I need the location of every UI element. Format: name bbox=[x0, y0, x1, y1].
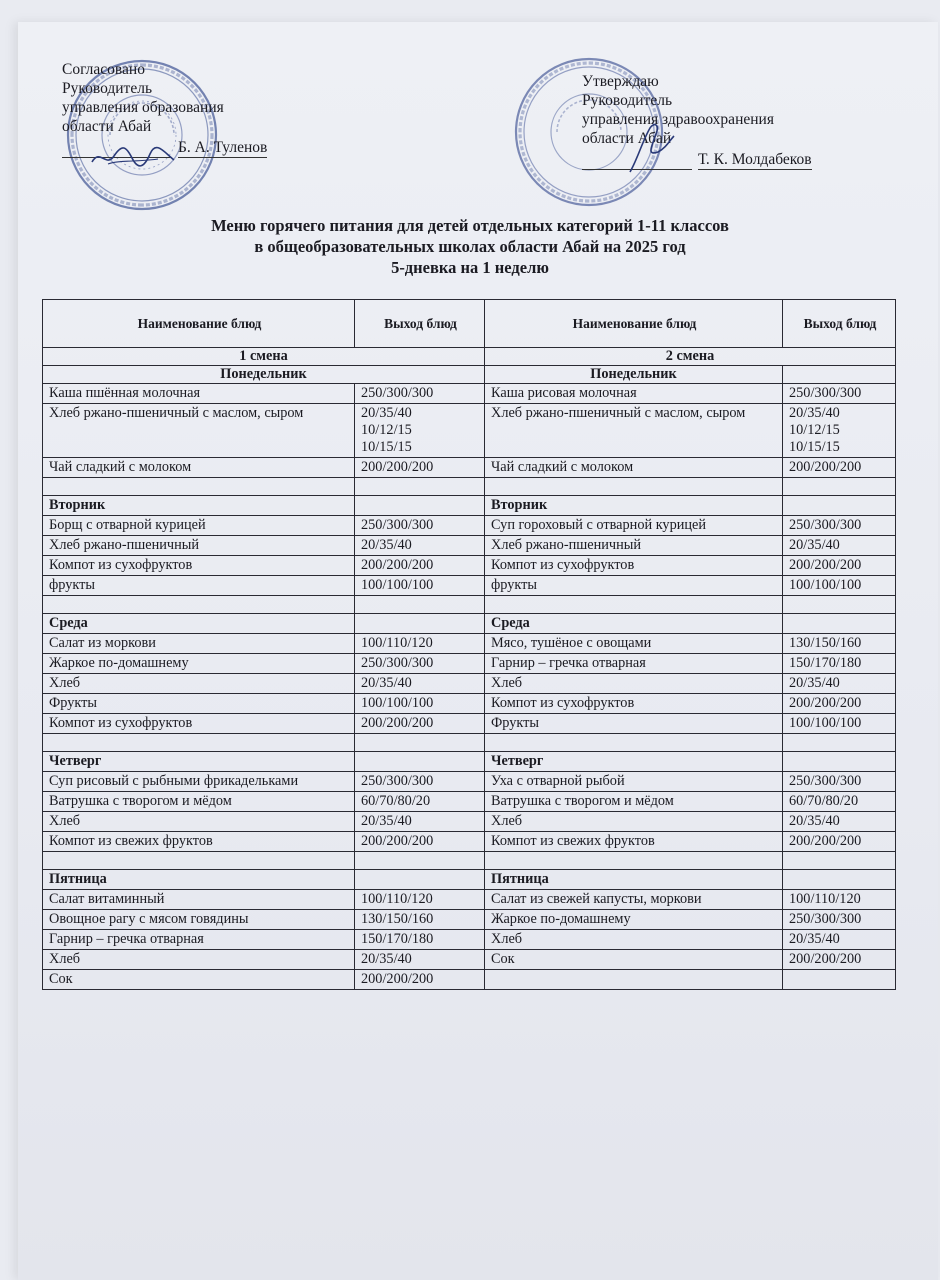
table-row bbox=[43, 556, 896, 576]
approval-right-line: Утверждаю bbox=[582, 73, 659, 90]
header-yield-1: Выход блюд bbox=[355, 300, 485, 348]
dish-name-shift-1: Ватрушка с творогом и мёдом bbox=[43, 792, 355, 812]
table-row bbox=[43, 458, 896, 478]
dish-yield-shift-2: 200/200/200 bbox=[783, 950, 896, 970]
empty-cell bbox=[485, 734, 783, 752]
dish-name-shift-1: Хлеб ржано-пшеничный bbox=[43, 536, 355, 556]
title-line-1: Меню горячего питания для детей отдельных категорий 1-11 классов bbox=[211, 216, 729, 235]
empty-cell bbox=[783, 614, 896, 634]
dish-name-shift-1: Хлеб ржано-пшеничный с маслом, сыром bbox=[43, 404, 355, 458]
table-row bbox=[43, 576, 896, 596]
dish-name-shift-2: Хлеб bbox=[485, 930, 783, 950]
dish-name-shift-1: Каша пшённая молочная bbox=[43, 384, 355, 404]
dish-name-shift-1: Хлеб bbox=[43, 674, 355, 694]
table-row bbox=[43, 772, 896, 792]
dish-name-shift-2: Суп гороховый с отварной курицей bbox=[485, 516, 783, 536]
empty-cell bbox=[355, 752, 485, 772]
title-line-2: в общеобразовательных школах области Абай на 2025 год bbox=[254, 237, 686, 256]
day-label-shift-1: Пятница bbox=[43, 870, 355, 890]
table-row bbox=[43, 654, 896, 674]
dish-name-shift-2: Компот из сухофруктов bbox=[485, 556, 783, 576]
shift-row bbox=[43, 348, 896, 366]
dish-name-shift-1: Хлеб bbox=[43, 812, 355, 832]
dish-name-shift-2: Хлеб ржано-пшеничный с маслом, сыром bbox=[485, 404, 783, 458]
dish-name-shift-1: фрукты bbox=[43, 576, 355, 596]
dish-name-shift-2: Каша рисовая молочная bbox=[485, 384, 783, 404]
empty-cell bbox=[783, 478, 896, 496]
dish-yield-shift-1: 20/35/40 bbox=[355, 812, 485, 832]
day-label-shift-2: Пятница bbox=[485, 870, 783, 890]
signature-left-icon bbox=[88, 142, 178, 172]
dish-yield-shift-2: 250/300/300 bbox=[783, 516, 896, 536]
approval-left-line: управления образования bbox=[62, 99, 224, 116]
dish-name-shift-1: Сок bbox=[43, 970, 355, 990]
empty-cell bbox=[783, 752, 896, 772]
table-row bbox=[43, 792, 896, 812]
approval-right-signer: Т. К. Молдабеков bbox=[698, 151, 812, 168]
dish-yield-shift-2: 150/170/180 bbox=[783, 654, 896, 674]
dish-name-shift-1: Борщ с отварной курицей bbox=[43, 516, 355, 536]
approval-right-line: Руководитель bbox=[582, 92, 673, 109]
spacer-row bbox=[43, 596, 896, 614]
dish-name-shift-2: Хлеб bbox=[485, 674, 783, 694]
spacer-row bbox=[43, 734, 896, 752]
dish-yield-shift-1: 20/35/40 bbox=[355, 950, 485, 970]
empty-cell bbox=[43, 596, 355, 614]
dish-yield-shift-2: 200/200/200 bbox=[783, 556, 896, 576]
table-row bbox=[43, 674, 896, 694]
dish-name-shift-2: Гарнир – гречка отварная bbox=[485, 654, 783, 674]
dish-yield-shift-1: 150/170/180 bbox=[355, 930, 485, 950]
dish-yield-shift-1: 200/200/200 bbox=[355, 832, 485, 852]
dish-yield-shift-1: 100/100/100 bbox=[355, 576, 485, 596]
table-row bbox=[43, 950, 896, 970]
dish-yield-shift-2: 200/200/200 bbox=[783, 832, 896, 852]
approval-right-line: области Абай bbox=[582, 130, 672, 147]
dish-yield-shift-2: 130/150/160 bbox=[783, 634, 896, 654]
page-title bbox=[60, 215, 880, 278]
dish-yield-shift-2: 20/35/40 bbox=[783, 930, 896, 950]
day-row bbox=[43, 870, 896, 890]
table-row bbox=[43, 812, 896, 832]
empty-cell bbox=[43, 734, 355, 752]
dish-yield-shift-2: 20/35/40 bbox=[783, 812, 896, 832]
approval-left-line: области Абай bbox=[62, 118, 152, 135]
dish-yield-shift-1: 250/300/300 bbox=[355, 384, 485, 404]
shift-2-label: 2 смена bbox=[485, 348, 896, 366]
dish-name-shift-1: Жаркое по-домашнему bbox=[43, 654, 355, 674]
dish-name-shift-1: Чай сладкий с молоком bbox=[43, 458, 355, 478]
header-dish-2: Наименование блюд bbox=[485, 300, 783, 348]
menu-body bbox=[43, 384, 896, 990]
day-label-shift-1: Четверг bbox=[43, 752, 355, 772]
header-yield-2: Выход блюд bbox=[783, 300, 896, 348]
dish-yield-shift-1: 250/300/300 bbox=[355, 772, 485, 792]
dish-name-shift-1: Компот из свежих фруктов bbox=[43, 832, 355, 852]
dish-yield-shift-2: 20/35/40 bbox=[783, 674, 896, 694]
empty-cell bbox=[355, 478, 485, 496]
empty-cell bbox=[783, 852, 896, 870]
dish-yield-shift-2: 60/70/80/20 bbox=[783, 792, 896, 812]
dish-yield-shift-1: 200/200/200 bbox=[355, 970, 485, 990]
dish-yield-shift-1: 20/35/40 bbox=[355, 674, 485, 694]
dish-name-shift-1: Салат витаминный bbox=[43, 890, 355, 910]
spacer-row bbox=[43, 478, 896, 496]
empty-cell bbox=[485, 478, 783, 496]
day-monday-1: Понедельник bbox=[43, 366, 485, 384]
table-row bbox=[43, 634, 896, 654]
empty-cell bbox=[355, 614, 485, 634]
dish-yield-shift-1: 200/200/200 bbox=[355, 714, 485, 734]
empty-cell bbox=[783, 366, 896, 384]
empty-cell bbox=[43, 852, 355, 870]
approval-left-line: Руководитель bbox=[62, 80, 153, 97]
day-label-shift-2: Четверг bbox=[485, 752, 783, 772]
table-row bbox=[43, 516, 896, 536]
dish-yield-shift-1: 60/70/80/20 bbox=[355, 792, 485, 812]
header-dish-1: Наименование блюд bbox=[43, 300, 355, 348]
empty-cell bbox=[43, 478, 355, 496]
dish-yield-shift-2: 250/300/300 bbox=[783, 772, 896, 792]
table-row bbox=[43, 930, 896, 950]
signature-right-icon bbox=[620, 118, 680, 178]
dish-yield-shift-1: 200/200/200 bbox=[355, 556, 485, 576]
empty-cell bbox=[355, 870, 485, 890]
dish-name-shift-1: Компот из сухофруктов bbox=[43, 556, 355, 576]
dish-name-shift-2: Салат из свежей капусты, моркови bbox=[485, 890, 783, 910]
day-header-row bbox=[43, 366, 896, 384]
table-row bbox=[43, 970, 896, 990]
dish-name-shift-2: Компот из свежих фруктов bbox=[485, 832, 783, 852]
empty-cell bbox=[783, 870, 896, 890]
day-label-shift-1: Вторник bbox=[43, 496, 355, 516]
approval-right-line: управления здравоохранения bbox=[582, 111, 774, 128]
title-line-3: 5-дневка на 1 неделю bbox=[391, 258, 549, 277]
dish-yield-shift-1: 130/150/160 bbox=[355, 910, 485, 930]
dish-name-shift-2: Ватрушка с творогом и мёдом bbox=[485, 792, 783, 812]
dish-yield-shift-2: 250/300/300 bbox=[783, 910, 896, 930]
empty-cell bbox=[783, 970, 896, 990]
empty-cell bbox=[485, 970, 783, 990]
empty-cell bbox=[355, 496, 485, 516]
empty-cell bbox=[783, 496, 896, 516]
dish-name-shift-1: Хлеб bbox=[43, 950, 355, 970]
table-row bbox=[43, 890, 896, 910]
table-row bbox=[43, 536, 896, 556]
table-row bbox=[43, 404, 896, 458]
dish-name-shift-2: Сок bbox=[485, 950, 783, 970]
empty-cell bbox=[485, 852, 783, 870]
empty-cell bbox=[355, 852, 485, 870]
dish-yield-shift-1: 20/35/40 bbox=[355, 536, 485, 556]
dish-yield-shift-2: 200/200/200 bbox=[783, 458, 896, 478]
day-monday-2: Понедельник bbox=[485, 366, 783, 384]
dish-yield-shift-2: 100/100/100 bbox=[783, 576, 896, 596]
dish-yield-shift-1: 250/300/300 bbox=[355, 654, 485, 674]
dish-name-shift-1: Суп рисовый с рыбными фрикадельками bbox=[43, 772, 355, 792]
dish-name-shift-2: Фрукты bbox=[485, 714, 783, 734]
table-row bbox=[43, 832, 896, 852]
dish-name-shift-2: Мясо, тушёное с овощами bbox=[485, 634, 783, 654]
empty-cell bbox=[355, 734, 485, 752]
dish-name-shift-2: Чай сладкий с молоком bbox=[485, 458, 783, 478]
day-label-shift-2: Среда bbox=[485, 614, 783, 634]
dish-yield-shift-2: 20/35/40 10/12/15 10/15/15 bbox=[783, 404, 896, 458]
dish-name-shift-2: Хлеб bbox=[485, 812, 783, 832]
dish-yield-shift-1: 250/300/300 bbox=[355, 516, 485, 536]
dish-yield-shift-1: 100/100/100 bbox=[355, 694, 485, 714]
day-label-shift-1: Среда bbox=[43, 614, 355, 634]
empty-cell bbox=[783, 596, 896, 614]
shift-1-label: 1 смена bbox=[43, 348, 485, 366]
dish-name-shift-2: Жаркое по-домашнему bbox=[485, 910, 783, 930]
table-row bbox=[43, 714, 896, 734]
dish-yield-shift-2: 100/110/120 bbox=[783, 890, 896, 910]
empty-cell bbox=[485, 596, 783, 614]
empty-cell bbox=[783, 734, 896, 752]
dish-name-shift-1: Овощное рагу с мясом говядины bbox=[43, 910, 355, 930]
table-row bbox=[43, 694, 896, 714]
dish-yield-shift-2: 200/200/200 bbox=[783, 694, 896, 714]
dish-name-shift-1: Салат из моркови bbox=[43, 634, 355, 654]
approval-left-line: Согласовано bbox=[62, 61, 145, 78]
dish-name-shift-1: Компот из сухофруктов bbox=[43, 714, 355, 734]
day-row bbox=[43, 496, 896, 516]
dish-yield-shift-2: 20/35/40 bbox=[783, 536, 896, 556]
dish-name-shift-1: Фрукты bbox=[43, 694, 355, 714]
dish-yield-shift-2: 100/100/100 bbox=[783, 714, 896, 734]
day-row bbox=[43, 752, 896, 772]
empty-cell bbox=[355, 596, 485, 614]
dish-yield-shift-1: 100/110/120 bbox=[355, 634, 485, 654]
dish-name-shift-2: Компот из сухофруктов bbox=[485, 694, 783, 714]
dish-yield-shift-1: 20/35/40 10/12/15 10/15/15 bbox=[355, 404, 485, 458]
dish-yield-shift-1: 100/110/120 bbox=[355, 890, 485, 910]
menu-table bbox=[42, 299, 896, 990]
spacer-row bbox=[43, 852, 896, 870]
dish-yield-shift-1: 200/200/200 bbox=[355, 458, 485, 478]
table-row bbox=[43, 910, 896, 930]
table-row bbox=[43, 384, 896, 404]
header-row bbox=[43, 300, 896, 348]
approval-left-signer: Б. А. Туленов bbox=[178, 139, 268, 156]
dish-name-shift-2: Хлеб ржано-пшеничный bbox=[485, 536, 783, 556]
dish-name-shift-1: Гарнир – гречка отварная bbox=[43, 930, 355, 950]
dish-yield-shift-2: 250/300/300 bbox=[783, 384, 896, 404]
day-row bbox=[43, 614, 896, 634]
dish-name-shift-2: Уха с отварной рыбой bbox=[485, 772, 783, 792]
day-label-shift-2: Вторник bbox=[485, 496, 783, 516]
dish-name-shift-2: фрукты bbox=[485, 576, 783, 596]
